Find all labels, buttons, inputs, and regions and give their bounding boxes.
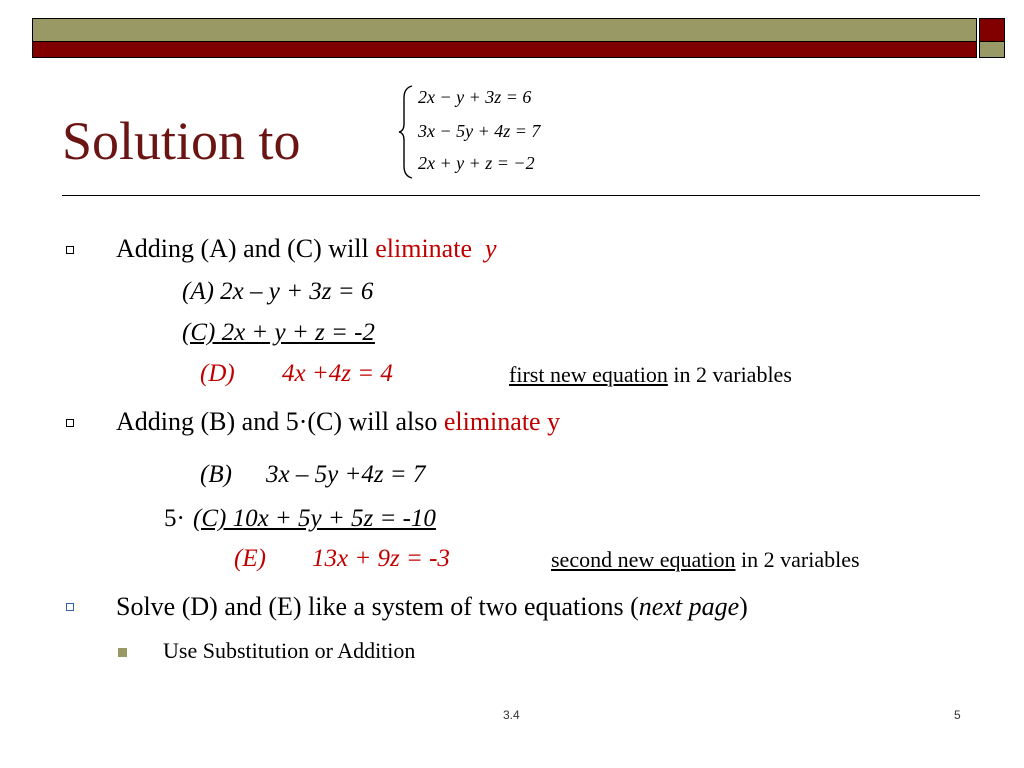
note-e xyxy=(551,549,860,571)
bullet-1-var: y xyxy=(485,234,497,263)
system-equation-3: 2x + y + z = −2 xyxy=(418,153,535,173)
header-band-maroon xyxy=(32,42,977,58)
equation-b: 3x – 5y +4z = 7 xyxy=(266,461,426,488)
bullet-2 xyxy=(116,409,560,435)
title-divider xyxy=(62,195,980,196)
header-band-olive xyxy=(32,18,977,42)
bullet-2-highlight: eliminate y xyxy=(443,407,561,436)
equation-c: (C) 2x + y + z = -2 xyxy=(182,319,375,346)
footer-section: 3.4 xyxy=(503,708,520,722)
note-d-rest: in 2 variables xyxy=(667,362,792,387)
bullet-1-marker xyxy=(66,246,74,254)
bullet-2-marker xyxy=(66,419,74,427)
note-d xyxy=(509,364,792,386)
left-brace-icon xyxy=(398,84,416,180)
system-equation-1: 2x − y + 3z = 6 xyxy=(418,87,532,107)
bullet-1-text: Adding (A) and (C) will xyxy=(116,234,376,263)
equation-c5: (C) 10x + 5y + 5z = -10 xyxy=(193,505,436,532)
bullet-3-close: ) xyxy=(739,592,748,621)
equation-a: (A) 2x – y + 3z = 6 xyxy=(182,278,374,305)
equation-d-label: (D) xyxy=(200,360,235,387)
header-corner-bottom xyxy=(979,42,1005,58)
bullet-1 xyxy=(116,236,497,262)
header-corner-top xyxy=(979,18,1005,42)
sub-bullet-marker xyxy=(118,648,127,657)
system-equation-2: 3x − 5y + 4z = 7 xyxy=(418,121,541,141)
note-d-underlined: first new equation xyxy=(509,362,668,387)
equation-e: 13x + 9z = -3 xyxy=(312,545,450,572)
note-e-rest: in 2 variables xyxy=(735,547,860,572)
sub-bullet-text: Use Substitution or Addition xyxy=(163,638,416,663)
bullet-3 xyxy=(116,594,748,620)
bullet-3-marker xyxy=(66,603,74,611)
bullet-2-text: Adding (B) and 5·(C) will also xyxy=(116,407,444,436)
bullet-3-text: Solve (D) and (E) like a system of two equations ( xyxy=(116,592,639,621)
bullet-3-italic: next page xyxy=(638,592,740,621)
note-e-underlined: second new equation xyxy=(551,547,736,572)
slide-title: Solution to xyxy=(62,111,301,171)
equation-e-label: (E) xyxy=(234,545,266,572)
footer-page-number: 5 xyxy=(954,708,961,722)
equation-b-label: (B) xyxy=(200,461,232,488)
equation-d: 4x +4z = 4 xyxy=(282,360,393,387)
bullet-1-highlight: eliminate xyxy=(375,234,472,263)
equation-c5-prefix: 5· xyxy=(164,505,185,532)
